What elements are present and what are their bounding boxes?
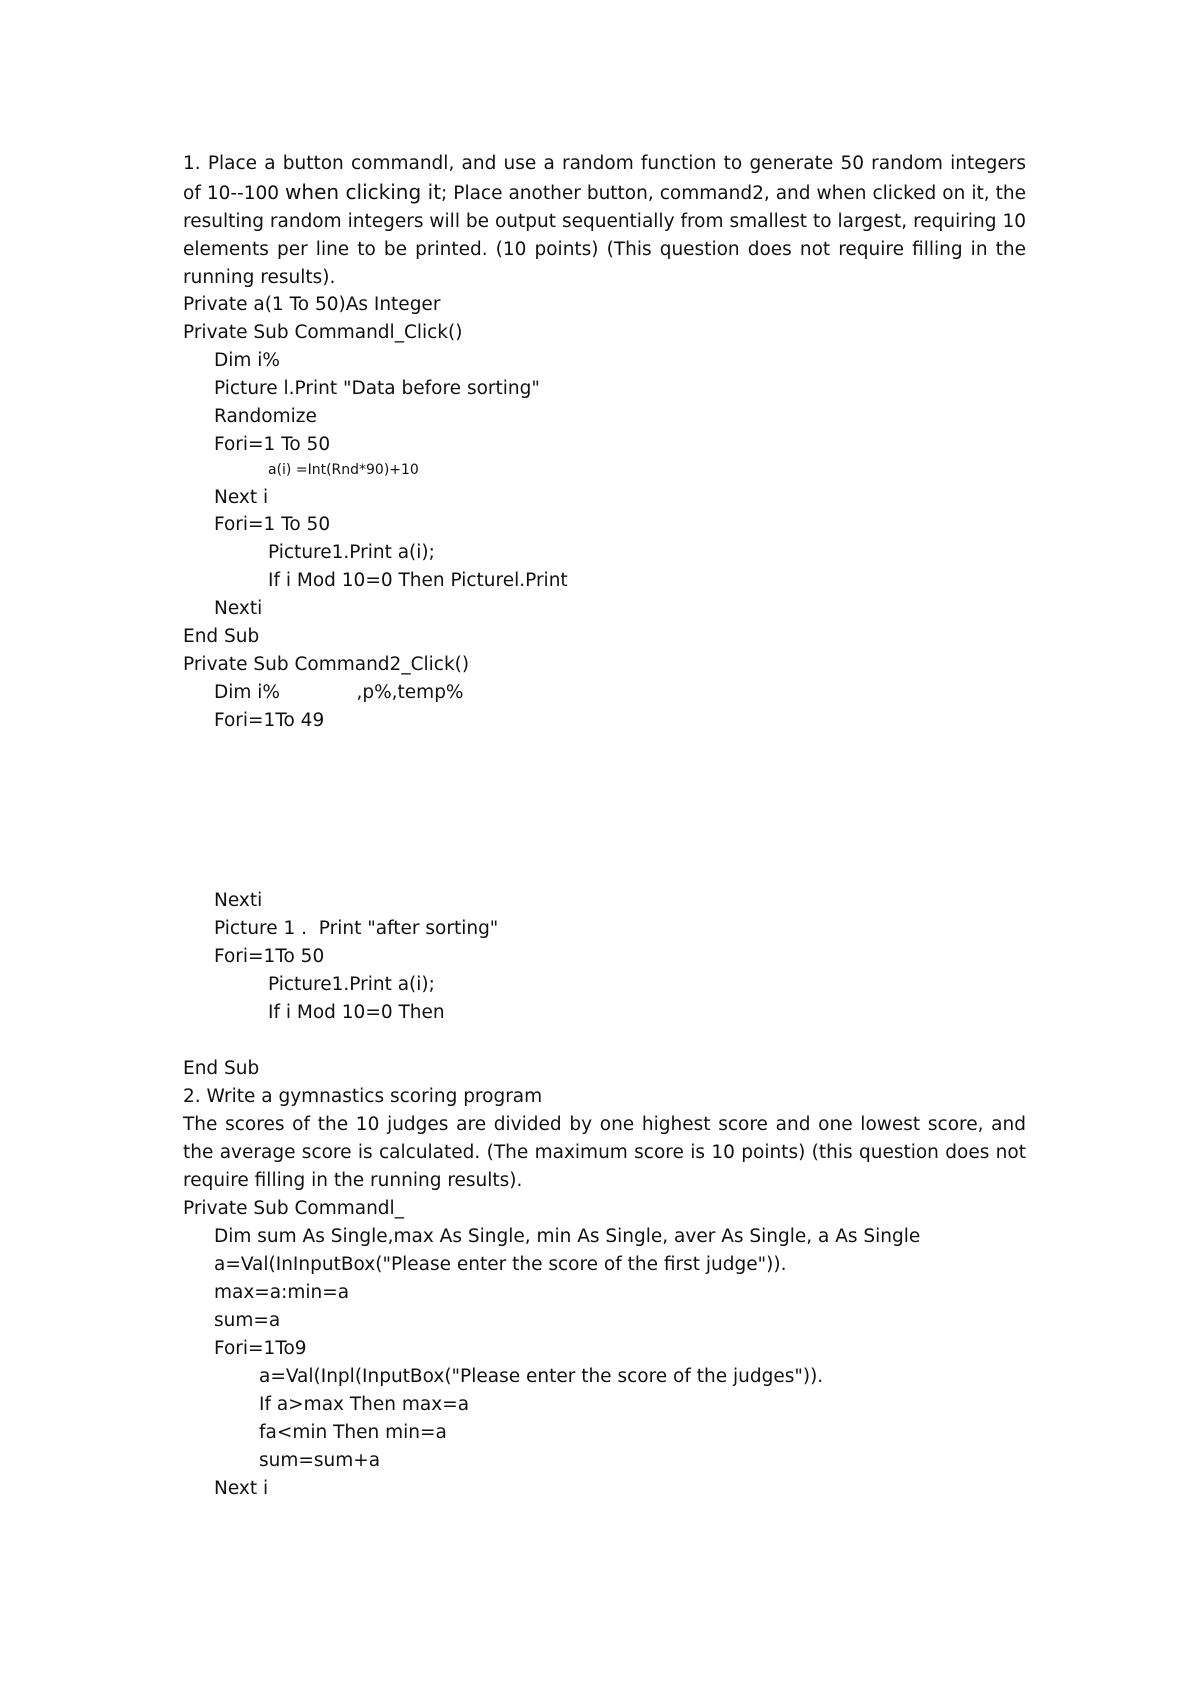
code-line: Fori=1 To 50 xyxy=(214,514,331,535)
code-line: Picture l.Print "Data before sorting" xyxy=(214,378,540,399)
code-line: Private Sub Commandl_ xyxy=(183,1198,404,1219)
code-line: If i Mod 10=0 Then Picturel.Print xyxy=(268,570,568,591)
question-2-title: 2. Write a gymnastics scoring program xyxy=(183,1086,543,1107)
code-line: End Sub xyxy=(183,1058,260,1079)
code-line: Private a(1 To 50)As Integer xyxy=(183,294,441,315)
code-line: sum=a xyxy=(214,1310,281,1331)
code-line: Dim i% xyxy=(214,350,281,371)
code-line: a=Val(Inpl(InputBox("Please enter the score of the judges")). xyxy=(259,1366,824,1387)
code-line: Private Sub Commandl_Click() xyxy=(183,322,463,343)
code-line: a=Val(InInputBox("Please enter the score of the first judge")). xyxy=(214,1254,787,1275)
code-line: max=a:min=a xyxy=(214,1282,350,1303)
code-line: End Sub xyxy=(183,626,260,647)
code-line: Picture1.Print a(i); xyxy=(268,974,435,995)
code-line: Dim i% ,p%,temp% xyxy=(214,682,464,703)
code-line: Randomize xyxy=(214,406,317,427)
code-line: Picture1.Print a(i); xyxy=(268,542,435,563)
code-line: Next i xyxy=(214,1478,269,1499)
question-1-intro xyxy=(183,150,1026,292)
code-line: Next i xyxy=(214,487,269,508)
code-line: If a>max Then max=a xyxy=(259,1394,470,1415)
code-line: Picture 1 . Print "after sorting" xyxy=(214,918,499,939)
code-line: Fori=1 To 50 xyxy=(214,434,331,455)
question-1-intro-part2: ; Place another button, command2, and when clicked on it, the resulting random integers will be output sequentially from smallest to largest, requiring 10 elements per line to be printed. (10 points) (This question does not require filling in the running results). xyxy=(183,183,1026,288)
code-line: Fori=1To9 xyxy=(214,1338,307,1359)
code-line: Private Sub Command2_Click() xyxy=(183,654,470,675)
code-line: Nexti xyxy=(214,890,263,911)
question-1-intro-when: when clicking it xyxy=(285,180,442,204)
question-1-intro-part1: 1. Place a button commandl, and use a random function to generate 50 random integers of 10--100 xyxy=(183,153,1026,204)
code-line: Fori=1To 49 xyxy=(214,710,325,731)
question-2-description: The scores of the 10 judges are divided by one highest score and one lowest score, and the average score is calculated. (The maximum score is 10 points) (this question does not require filling in the running results). xyxy=(183,1114,1026,1191)
code-line: fa<min Then min=a xyxy=(259,1422,447,1443)
code-line: If i Mod 10=0 Then xyxy=(268,1002,445,1023)
code-line: a(i) =Int(Rnd*90)+10 xyxy=(268,462,419,478)
code-line: Nexti xyxy=(214,598,263,619)
code-line: sum=sum+a xyxy=(259,1450,381,1471)
code-line: Fori=1To 50 xyxy=(214,946,325,967)
code-line: Dim sum As Single,max As Single, min As Single, aver As Single, a As Single xyxy=(214,1226,921,1247)
